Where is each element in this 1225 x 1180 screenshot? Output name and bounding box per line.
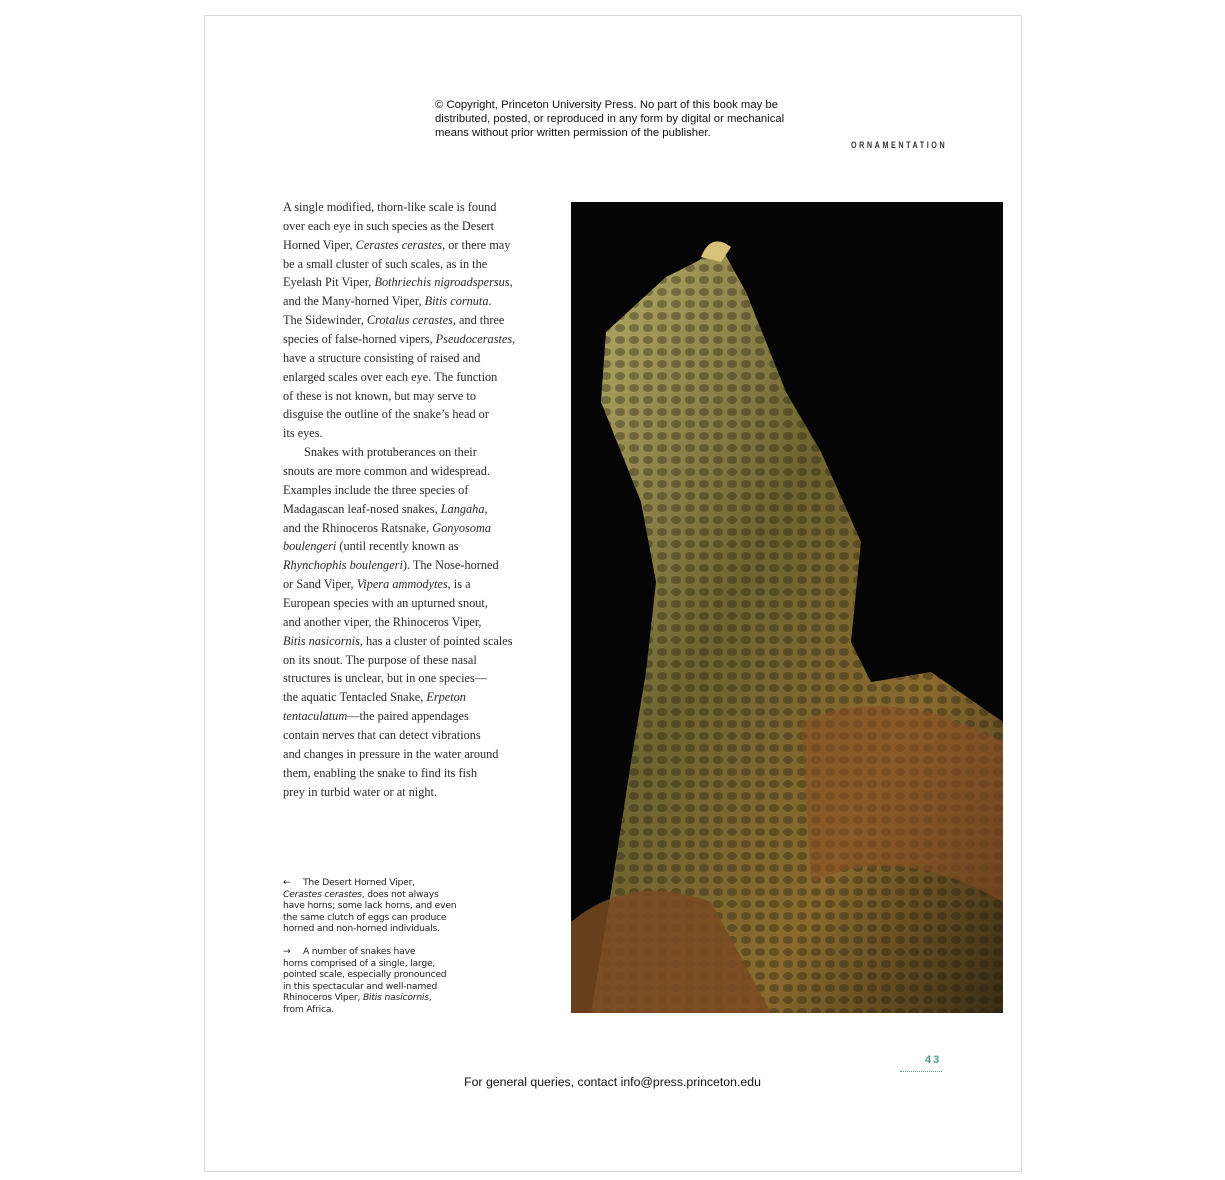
species-name: Erpeton	[426, 690, 466, 705]
text-run: have a structure consisting of raised and	[283, 350, 481, 365]
text-run: the aquatic Tentacled Snake,	[283, 690, 427, 705]
text-run: , has a cluster of pointed scales	[359, 633, 513, 648]
text-run: horns comprised of a single, large,	[283, 957, 436, 969]
body-line	[283, 537, 518, 556]
body-text	[283, 198, 518, 802]
rhinoceros-viper-photo	[571, 202, 1003, 1013]
text-run: , or there may	[442, 237, 511, 252]
text-run: Horned Viper,	[283, 237, 356, 252]
running-head: ORNAMENTATION	[851, 140, 948, 150]
body-line	[283, 688, 518, 707]
body-line	[283, 292, 518, 311]
body-line	[283, 556, 518, 575]
species-name: Pseudocerastes	[435, 332, 513, 347]
text-run: , is a	[447, 577, 471, 592]
caption-line	[283, 981, 458, 993]
text-run: Madagascan leaf-nosed snakes,	[283, 501, 441, 516]
text-run: A single modified, thorn-like scale is found	[283, 200, 497, 214]
body-line	[283, 273, 518, 292]
body-line	[283, 217, 518, 236]
species-name: tentaculatum	[283, 709, 348, 724]
caption-line	[283, 958, 458, 970]
species-name: Bothriechis nigroadspersus	[374, 275, 510, 290]
body-line	[283, 255, 518, 274]
species-name: Langaha	[440, 501, 485, 516]
body-line	[283, 575, 518, 594]
text-run: and the Rhinoceros Ratsnake,	[283, 520, 433, 535]
text-run: enlarged scales over each eye. The function	[283, 369, 498, 384]
text-run: prey in turbid water or at night.	[283, 784, 438, 799]
text-run: contain nerves that can detect vibrations	[283, 728, 481, 743]
species-name: Rhynchophis boulengeri	[283, 558, 403, 573]
text-run: , does not always	[361, 888, 439, 900]
text-run: , and three	[452, 313, 505, 328]
text-run: ,	[512, 332, 516, 347]
species-name: Vipera ammodytes	[356, 577, 448, 592]
body-line	[283, 462, 518, 481]
body-line	[283, 405, 518, 424]
text-run: from Africa.	[283, 1003, 335, 1015]
text-run: the same clutch of eggs can produce	[283, 911, 447, 923]
body-line	[283, 613, 518, 632]
text-run: .	[488, 294, 492, 309]
text-run: (until recently known as	[336, 539, 459, 554]
text-run: Eyelash Pit Viper,	[283, 275, 375, 290]
page-number: 43	[925, 1054, 942, 1066]
text-run: over each eye in such species as the Desert	[283, 218, 495, 233]
caption-line	[283, 877, 458, 889]
text-run: and the Many-horned Viper,	[283, 294, 425, 309]
caption-rhinoceros-viper	[283, 946, 458, 1015]
text-run: in this spectacular and well-named	[283, 980, 438, 992]
text-run: ,	[509, 275, 513, 290]
body-line	[283, 349, 518, 368]
page-number-rule	[900, 1071, 942, 1072]
species-name: Gonyosoma	[432, 520, 491, 535]
text-run: pointed scale, especially pronounced	[283, 969, 447, 980]
text-run: have horns; some lack horns, and even	[283, 900, 457, 911]
text-run: A number of snakes have	[303, 946, 416, 957]
species-name: Bitis cornuta	[424, 294, 489, 309]
text-run: of these is not known, but may serve to	[283, 388, 476, 403]
body-line	[283, 783, 518, 802]
body-line	[283, 443, 518, 462]
caption-line	[283, 1004, 458, 1016]
species-name: Cerastes cerastes	[283, 888, 362, 900]
copyright-line: means without prior written permission of the publisher.	[435, 127, 711, 139]
arrow-right-icon: →	[283, 946, 291, 957]
caption-desert-horned-viper	[283, 877, 458, 935]
body-line	[283, 726, 518, 745]
text-run: Examples include the three species of	[283, 482, 469, 497]
text-run: horned and non-horned individuals.	[283, 923, 440, 934]
text-run: ). The Nose-horned	[402, 558, 499, 573]
body-line	[283, 745, 518, 764]
body-line	[283, 481, 518, 500]
text-run: or Sand Viper,	[283, 577, 357, 592]
text-run: and another viper, the Rhinoceros Viper,	[283, 614, 482, 629]
text-run: disguise the outline of the snake’s head or	[283, 407, 489, 422]
text-run: its eyes.	[283, 426, 323, 441]
text-run: ,	[428, 992, 432, 1003]
text-run: European species with an upturned snout,	[283, 596, 488, 611]
text-run: The Desert Horned Viper,	[303, 877, 415, 888]
caption-line	[283, 992, 458, 1004]
body-line	[283, 424, 518, 443]
text-run: structures is unclear, but in one species—	[283, 671, 488, 686]
caption-line	[283, 912, 458, 924]
species-name: Bitis nasicornis	[362, 992, 429, 1003]
body-line	[283, 500, 518, 519]
body-line	[283, 330, 518, 349]
body-line	[283, 368, 518, 387]
body-line	[283, 311, 518, 330]
text-run: Snakes with protuberances on their	[304, 445, 477, 460]
text-run: The Sidewinder,	[283, 313, 367, 328]
caption-line	[283, 900, 458, 912]
text-run: ,	[484, 501, 488, 516]
body-line	[283, 236, 518, 255]
species-name: Crotalus cerastes	[366, 313, 453, 328]
copyright-notice	[435, 98, 815, 140]
caption-line	[283, 946, 458, 958]
body-line	[283, 519, 518, 538]
species-name: Cerastes cerastes	[355, 237, 443, 252]
text-run: Rhinoceros Viper,	[283, 992, 363, 1003]
text-run: be a small cluster of such scales, as in the	[283, 256, 488, 271]
body-line	[283, 669, 518, 688]
body-line	[283, 632, 518, 651]
body-line	[283, 594, 518, 613]
copyright-line: distributed, posted, or reproduced in any form by digital or mechanical	[435, 113, 785, 125]
text-run: species of false-horned vipers,	[283, 332, 436, 347]
caption-line	[283, 923, 458, 935]
footer-contact: For general queries, contact info@press.princeton.edu	[464, 1075, 761, 1089]
body-line	[283, 707, 518, 726]
arrow-left-icon: ←	[283, 877, 291, 888]
text-run: —the paired appendages	[347, 709, 469, 724]
body-line	[283, 651, 518, 670]
species-name: boulengeri	[283, 539, 337, 554]
text-run: and changes in pressure in the water around	[283, 746, 499, 761]
text-run: on its snout. The purpose of these nasal	[283, 652, 477, 667]
text-run: them, enabling the snake to find its fish	[283, 765, 477, 780]
caption-line	[283, 969, 458, 981]
body-line	[283, 764, 518, 783]
body-line	[283, 198, 518, 217]
text-run: snouts are more common and widespread.	[283, 464, 490, 479]
body-line	[283, 387, 518, 406]
species-name: Bitis nasicornis	[283, 633, 360, 648]
copyright-line: © Copyright, Princeton University Press. No part of this book may be	[435, 99, 778, 111]
caption-line	[283, 889, 458, 901]
